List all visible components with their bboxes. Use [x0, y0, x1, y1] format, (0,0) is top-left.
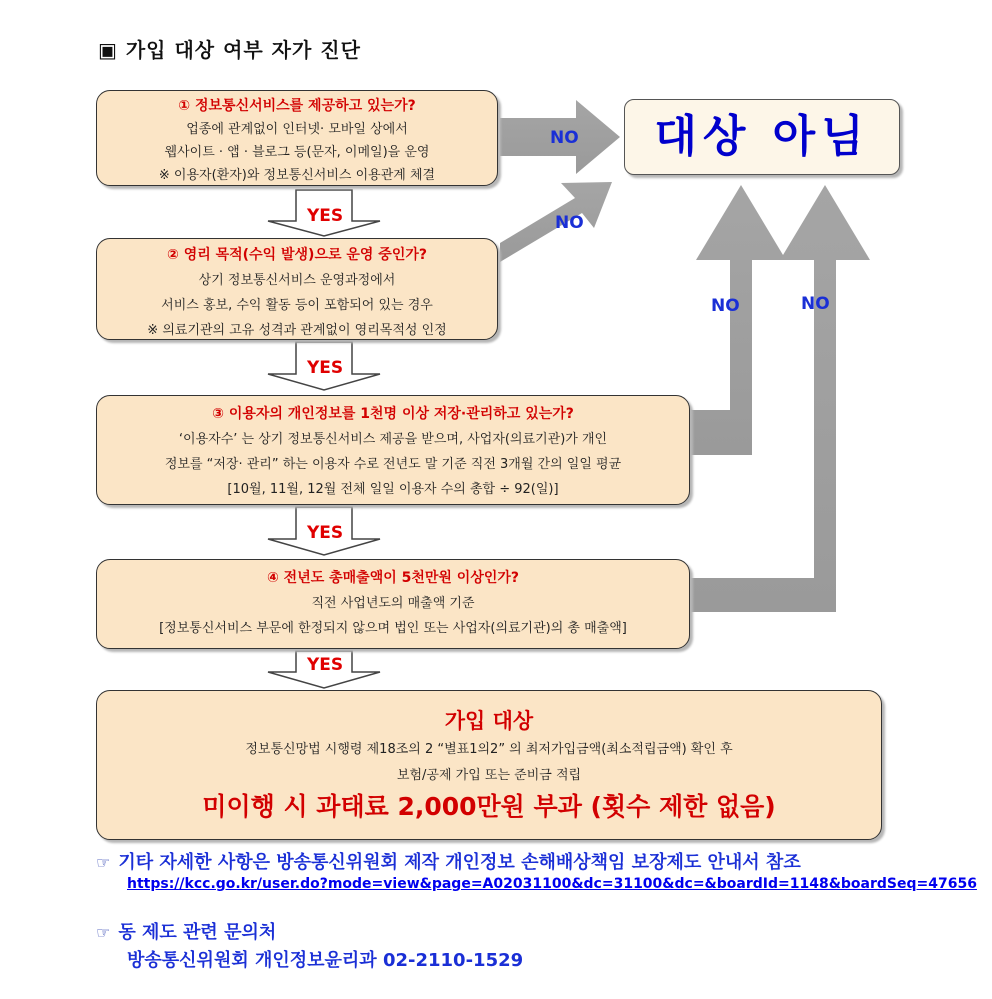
step-4-question: ④ 전년도 총매출액이 5천만원 이상인가? — [266, 570, 520, 586]
no-label-4: NO — [801, 294, 830, 314]
step-3-box — [96, 395, 690, 505]
pointing-hand-icon: ☞ — [96, 923, 111, 942]
no-label-3: NO — [711, 296, 740, 316]
more-info-note — [96, 848, 801, 874]
step-2-line-3: ※ 의료기관의 고유 성격과 관계없이 영리목적성 인정 — [147, 323, 447, 338]
yes-label-4: YES — [307, 655, 344, 675]
no-arrow-box3 — [690, 185, 786, 455]
eligible-line-1: 정보통신망법 시행령 제18조의 2 “별표1의2” 의 최저가입금액(최소적립금액) 확인 후 — [245, 742, 733, 757]
step-3-line-2: 정보를 “저장· 관리” 하는 이용자 수로 전년도 말 기준 직전 3개월 간의 일일 평균 — [164, 457, 622, 472]
step-2-line-2: 서비스 홍보, 수익 활동 등이 포함되어 있는 경우 — [161, 298, 433, 313]
step-2-line-1: 상기 정보통신서비스 운영과정에서 — [198, 273, 396, 288]
not-eligible-box: 대상 아님 — [624, 99, 900, 175]
pointing-hand-icon: ☞ — [96, 853, 111, 872]
penalty-text: 미이행 시 과태료 2,000만원 부과 (횟수 제한 없음) — [202, 792, 776, 821]
page-heading: ▣ 가입 대상 여부 자가 진단 — [98, 38, 361, 62]
step-1-question: ① 정보통신서비스를 제공하고 있는가? — [178, 98, 416, 114]
more-info-text: 기타 자세한 사항은 방송통신위원회 제작 개인정보 손해배상책임 보장제도 안내서 참조 — [118, 852, 801, 873]
step-3-line-1: ‘이용자수’ 는 상기 정보통신서비스 제공을 받으며, 사업자(의료기관)가 개인 — [178, 432, 608, 447]
contact-note — [96, 918, 276, 944]
step-1-box — [96, 90, 498, 186]
step-1-line-3: ※ 이용자(환자)와 정보통신서비스 이용관계 체결 — [158, 168, 436, 183]
step-4-line-1: 직전 사업년도의 매출액 기준 — [311, 596, 475, 611]
contact-title: 동 제도 관련 문의처 — [118, 922, 277, 943]
contact-info: 방송통신위원회 개인정보윤리과 02-2110-1529 — [127, 950, 524, 971]
eligible-box — [96, 690, 882, 840]
no-label-2: NO — [555, 213, 584, 233]
step-1-line-1: 업종에 관계없이 인터넷· 모바일 상에서 — [186, 122, 408, 137]
step-2-question: ② 영리 목적(수익 발생)으로 운영 중인가? — [166, 247, 427, 263]
no-label-1: NO — [550, 128, 579, 148]
yes-label-1: YES — [307, 206, 344, 226]
guide-link[interactable]: https://kcc.go.kr/user.do?mode=view&page=A02031100&dc=31100&dc=&boardId=1148&boardSeq=47656 — [127, 876, 977, 892]
step-4-box — [96, 559, 690, 649]
yes-label-2: YES — [307, 358, 344, 378]
eligible-title: 가입 대상 — [444, 709, 534, 733]
yes-label-3: YES — [307, 523, 344, 543]
step-1-line-2: 웹사이트 · 앱 · 블로그 등(문자, 이메일)을 운영 — [164, 145, 430, 160]
step-3-line-3: [10월, 11월, 12월 전체 일일 이용자 수의 총합 ÷ 92(일)] — [227, 482, 559, 497]
step-3-question: ③ 이용자의 개인정보를 1천명 이상 저장·관리하고 있는가? — [212, 406, 574, 422]
step-4-line-2: [정보통신서비스 부문에 한정되지 않으며 법인 또는 사업자(의료기관)의 총 매출액] — [159, 621, 627, 636]
step-2-box — [96, 238, 498, 340]
eligible-line-2: 보험/공제 가입 또는 준비금 적립 — [396, 768, 582, 783]
